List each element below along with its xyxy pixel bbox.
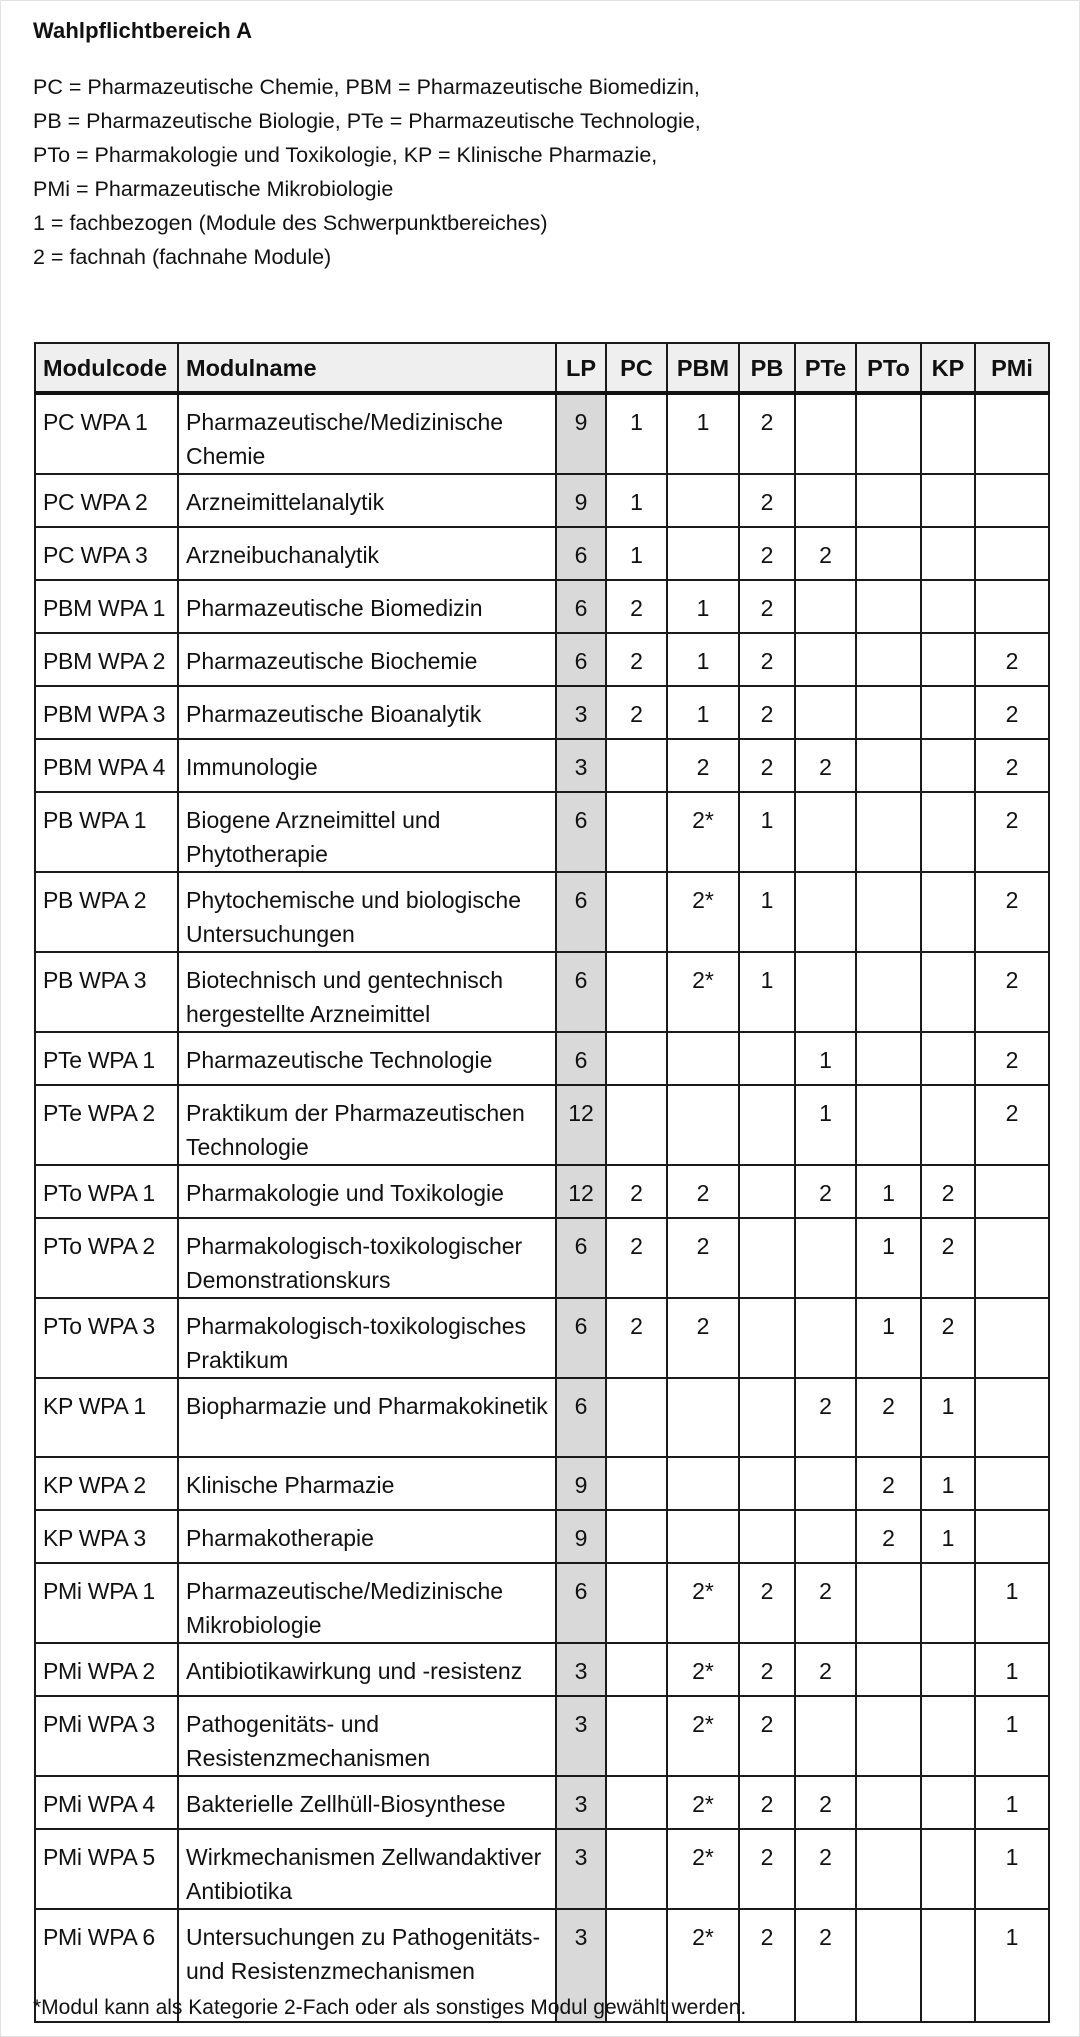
table-body — [35, 393, 1049, 2022]
legend-line: 2 = fachnah (fachnahe Module) — [33, 245, 332, 269]
pto-cell — [856, 1776, 921, 1829]
pte-cell: 2 — [795, 1909, 856, 2022]
pbm-cell: 2* — [667, 1563, 739, 1643]
pb-cell: 2 — [739, 474, 795, 527]
pc-cell — [606, 1378, 667, 1457]
header-modulcode: Modulcode — [35, 343, 178, 393]
pb-cell — [739, 1457, 795, 1510]
pmi-cell — [975, 393, 1049, 474]
pc-cell: 2 — [606, 580, 667, 633]
pmi-cell: 2 — [975, 792, 1049, 872]
module-code-cell: PMi WPA 2 — [35, 1643, 178, 1696]
pto-cell — [856, 686, 921, 739]
pte-cell — [795, 393, 856, 474]
table-row — [35, 872, 1049, 952]
pbm-cell: 2* — [667, 872, 739, 952]
pbm-cell: 2* — [667, 1696, 739, 1776]
pmi-cell: 1 — [975, 1829, 1049, 1909]
pte-cell — [795, 1218, 856, 1298]
legend-line: PMi = Pharmazeutische Mikrobiologie — [33, 177, 394, 201]
pbm-cell: 2* — [667, 1829, 739, 1909]
kp-cell — [921, 393, 975, 474]
module-name-cell: Pharmazeutische/Medizinische Mikrobiologie — [178, 1563, 556, 1643]
legend-line: PB = Pharmazeutische Biologie, PTe = Pharmazeutische Technologie, — [33, 109, 701, 133]
table-row — [35, 527, 1049, 580]
module-name-cell: Bakterielle Zellhüll-Biosynthese — [178, 1776, 556, 1829]
table-row — [35, 952, 1049, 1032]
table-row — [35, 1378, 1049, 1457]
pte-cell: 2 — [795, 1776, 856, 1829]
pto-cell: 2 — [856, 1510, 921, 1563]
pmi-cell: 1 — [975, 1776, 1049, 1829]
module-name-cell: Pharmazeutische Bioanalytik — [178, 686, 556, 739]
pte-cell — [795, 1696, 856, 1776]
lp-cell: 9 — [556, 393, 606, 474]
table-row — [35, 739, 1049, 792]
module-code-cell: PB WPA 1 — [35, 792, 178, 872]
pb-cell: 2 — [739, 393, 795, 474]
kp-cell — [921, 633, 975, 686]
pte-cell — [795, 686, 856, 739]
pmi-cell: 1 — [975, 1643, 1049, 1696]
module-code-cell: PTo WPA 2 — [35, 1218, 178, 1298]
pc-cell: 1 — [606, 527, 667, 580]
kp-cell — [921, 1696, 975, 1776]
pmi-cell — [975, 1457, 1049, 1510]
pte-cell: 2 — [795, 1378, 856, 1457]
pmi-cell: 2 — [975, 686, 1049, 739]
module-name-cell: Pharmazeutische Biomedizin — [178, 580, 556, 633]
module-code-cell: PMi WPA 6 — [35, 1909, 178, 2022]
lp-cell: 12 — [556, 1165, 606, 1218]
pto-cell — [856, 527, 921, 580]
module-code-cell: KP WPA 3 — [35, 1510, 178, 1563]
pto-cell: 2 — [856, 1378, 921, 1457]
pc-cell: 2 — [606, 1165, 667, 1218]
module-name-cell: Biogene Arzneimittel und Phytotherapie — [178, 792, 556, 872]
pte-cell: 2 — [795, 1643, 856, 1696]
header-modulname: Modulname — [178, 343, 556, 393]
module-name-cell: Pharmakotherapie — [178, 1510, 556, 1563]
pte-cell — [795, 1298, 856, 1378]
module-name-cell: Biopharmazie und Pharmakokinetik — [178, 1378, 556, 1457]
pto-cell: 1 — [856, 1298, 921, 1378]
pc-cell — [606, 1696, 667, 1776]
pbm-cell: 1 — [667, 580, 739, 633]
pto-cell — [856, 1696, 921, 1776]
pbm-cell: 2 — [667, 1165, 739, 1218]
pte-cell — [795, 474, 856, 527]
header-lp: LP — [556, 343, 606, 393]
module-name-cell: Pharmazeutische Biochemie — [178, 633, 556, 686]
module-code-cell: PMi WPA 5 — [35, 1829, 178, 1909]
kp-cell — [921, 792, 975, 872]
pbm-cell — [667, 1085, 739, 1165]
pmi-cell: 2 — [975, 739, 1049, 792]
table-row — [35, 1776, 1049, 1829]
module-code-cell: PMi WPA 3 — [35, 1696, 178, 1776]
pbm-cell — [667, 1457, 739, 1510]
header-pmi: PMi — [975, 343, 1049, 393]
module-code-cell: PTo WPA 3 — [35, 1298, 178, 1378]
kp-cell — [921, 1563, 975, 1643]
module-code-cell: KP WPA 2 — [35, 1457, 178, 1510]
pmi-cell — [975, 1510, 1049, 1563]
pte-cell — [795, 952, 856, 1032]
pto-cell — [856, 393, 921, 474]
pmi-cell — [975, 474, 1049, 527]
module-name-cell: Antibiotikawirkung und -resistenz — [178, 1643, 556, 1696]
pte-cell — [795, 792, 856, 872]
pmi-cell — [975, 1218, 1049, 1298]
table-header-row — [35, 343, 1049, 393]
lp-cell: 3 — [556, 1696, 606, 1776]
abbreviation-legend — [33, 70, 701, 274]
pbm-cell — [667, 1032, 739, 1085]
module-code-cell: PMi WPA 1 — [35, 1563, 178, 1643]
pb-cell: 2 — [739, 1643, 795, 1696]
table-row — [35, 1563, 1049, 1643]
module-name-cell: Arzneimittelanalytik — [178, 474, 556, 527]
pto-cell — [856, 580, 921, 633]
pb-cell: 1 — [739, 872, 795, 952]
pte-cell: 1 — [795, 1085, 856, 1165]
pbm-cell — [667, 1378, 739, 1457]
pbm-cell: 2* — [667, 1643, 739, 1696]
pbm-cell: 2* — [667, 1776, 739, 1829]
table-row — [35, 1510, 1049, 1563]
pb-cell — [739, 1378, 795, 1457]
pmi-cell: 1 — [975, 1909, 1049, 2022]
module-name-cell: Immunologie — [178, 739, 556, 792]
pc-cell — [606, 739, 667, 792]
pto-cell — [856, 1563, 921, 1643]
lp-cell: 9 — [556, 1510, 606, 1563]
footnote: *Modul kann als Kategorie 2-Fach oder als sonstiges Modul gewählt werden. — [33, 1996, 747, 2019]
pto-cell — [856, 1643, 921, 1696]
lp-cell: 6 — [556, 952, 606, 1032]
kp-cell — [921, 739, 975, 792]
lp-cell: 3 — [556, 739, 606, 792]
pb-cell: 2 — [739, 1829, 795, 1909]
lp-cell: 6 — [556, 527, 606, 580]
pc-cell — [606, 1643, 667, 1696]
header-pbm: PBM — [667, 343, 739, 393]
module-name-cell: Pharmakologie und Toxikologie — [178, 1165, 556, 1218]
table-row — [35, 633, 1049, 686]
lp-cell: 6 — [556, 1218, 606, 1298]
table-row — [35, 393, 1049, 474]
kp-cell — [921, 686, 975, 739]
header-pte: PTe — [795, 343, 856, 393]
pb-cell: 2 — [739, 739, 795, 792]
module-name-cell: Pharmazeutische Technologie — [178, 1032, 556, 1085]
pto-cell — [856, 792, 921, 872]
pc-cell: 2 — [606, 1298, 667, 1378]
pte-cell — [795, 580, 856, 633]
module-code-cell: PC WPA 3 — [35, 527, 178, 580]
module-name-cell: Praktikum der Pharmazeutischen Technologie — [178, 1085, 556, 1165]
pmi-cell: 1 — [975, 1563, 1049, 1643]
table-row — [35, 686, 1049, 739]
lp-cell: 6 — [556, 1298, 606, 1378]
pb-cell: 1 — [739, 952, 795, 1032]
pmi-cell: 2 — [975, 1032, 1049, 1085]
module-name-cell: Pharmakologisch-toxikologisches Praktikum — [178, 1298, 556, 1378]
pc-cell — [606, 952, 667, 1032]
pbm-cell: 2 — [667, 739, 739, 792]
lp-cell: 9 — [556, 474, 606, 527]
lp-cell: 6 — [556, 1032, 606, 1085]
pmi-cell: 1 — [975, 1696, 1049, 1776]
module-name-cell: Wirkmechanismen Zellwandaktiver Antibiotika — [178, 1829, 556, 1909]
table-row — [35, 792, 1049, 872]
lp-cell: 3 — [556, 1776, 606, 1829]
kp-cell — [921, 527, 975, 580]
kp-cell — [921, 474, 975, 527]
pc-cell: 1 — [606, 393, 667, 474]
kp-cell: 1 — [921, 1378, 975, 1457]
pte-cell: 2 — [795, 739, 856, 792]
pb-cell — [739, 1032, 795, 1085]
kp-cell: 2 — [921, 1298, 975, 1378]
pb-cell: 2 — [739, 633, 795, 686]
pb-cell: 2 — [739, 1563, 795, 1643]
lp-cell: 6 — [556, 633, 606, 686]
lp-cell: 3 — [556, 1643, 606, 1696]
pc-cell — [606, 1776, 667, 1829]
header-pc: PC — [606, 343, 667, 393]
pte-cell — [795, 1510, 856, 1563]
kp-cell: 1 — [921, 1510, 975, 1563]
kp-cell — [921, 1829, 975, 1909]
pbm-cell: 2* — [667, 952, 739, 1032]
table-row — [35, 1298, 1049, 1378]
pto-cell — [856, 952, 921, 1032]
pte-cell — [795, 1457, 856, 1510]
lp-cell: 3 — [556, 1909, 606, 2022]
lp-cell: 6 — [556, 1378, 606, 1457]
module-name-cell: Phytochemische und biologische Untersuchungen — [178, 872, 556, 952]
pbm-cell — [667, 527, 739, 580]
pto-cell — [856, 1909, 921, 2022]
pto-cell — [856, 474, 921, 527]
legend-line: PTo = Pharmakologie und Toxikologie, KP = Klinische Pharmazie, — [33, 143, 658, 167]
table-row — [35, 1218, 1049, 1298]
pc-cell: 2 — [606, 686, 667, 739]
pmi-cell: 2 — [975, 952, 1049, 1032]
module-name-cell: Biotechnisch und gentechnisch hergestellte Arzneimittel — [178, 952, 556, 1032]
pb-cell — [739, 1165, 795, 1218]
pmi-cell — [975, 1378, 1049, 1457]
pto-cell — [856, 1085, 921, 1165]
pc-cell — [606, 1457, 667, 1510]
lp-cell: 3 — [556, 686, 606, 739]
pte-cell — [795, 872, 856, 952]
pc-cell: 2 — [606, 633, 667, 686]
table-row — [35, 1032, 1049, 1085]
pc-cell — [606, 1563, 667, 1643]
pb-cell — [739, 1510, 795, 1563]
pb-cell: 2 — [739, 580, 795, 633]
pb-cell: 1 — [739, 792, 795, 872]
pto-cell: 2 — [856, 1457, 921, 1510]
module-code-cell: PTe WPA 1 — [35, 1032, 178, 1085]
header-pb: PB — [739, 343, 795, 393]
pb-cell: 2 — [739, 1909, 795, 2022]
module-name-cell: Untersuchungen zu Pathogenitäts- und Resistenzmechanismen — [178, 1909, 556, 2022]
pbm-cell: 1 — [667, 633, 739, 686]
module-code-cell: PBM WPA 1 — [35, 580, 178, 633]
module-code-cell: PBM WPA 4 — [35, 739, 178, 792]
pmi-cell — [975, 1298, 1049, 1378]
pc-cell — [606, 792, 667, 872]
table-row — [35, 1829, 1049, 1909]
pb-cell — [739, 1298, 795, 1378]
pc-cell — [606, 1032, 667, 1085]
module-name-cell: Pharmakologisch-toxikologischer Demonstrationskurs — [178, 1218, 556, 1298]
module-code-cell: PB WPA 3 — [35, 952, 178, 1032]
pbm-cell: 2* — [667, 792, 739, 872]
pmi-cell: 2 — [975, 1085, 1049, 1165]
pmi-cell: 2 — [975, 633, 1049, 686]
kp-cell: 2 — [921, 1165, 975, 1218]
kp-cell — [921, 1643, 975, 1696]
table-row — [35, 474, 1049, 527]
pte-cell — [795, 633, 856, 686]
pto-cell — [856, 633, 921, 686]
kp-cell — [921, 1909, 975, 2022]
pte-cell: 2 — [795, 1829, 856, 1909]
pbm-cell — [667, 474, 739, 527]
kp-cell: 1 — [921, 1457, 975, 1510]
pb-cell: 2 — [739, 1696, 795, 1776]
module-code-cell: PMi WPA 4 — [35, 1776, 178, 1829]
pb-cell — [739, 1218, 795, 1298]
module-code-cell: PC WPA 1 — [35, 393, 178, 474]
pto-cell — [856, 1032, 921, 1085]
lp-cell: 6 — [556, 872, 606, 952]
kp-cell — [921, 1085, 975, 1165]
pte-cell: 2 — [795, 1165, 856, 1218]
module-name-cell: Arzneibuchanalytik — [178, 527, 556, 580]
pc-cell — [606, 1085, 667, 1165]
table-row — [35, 1643, 1049, 1696]
legend-line: PC = Pharmazeutische Chemie, PBM = Pharmazeutische Biomedizin, — [33, 75, 700, 99]
pto-cell: 1 — [856, 1218, 921, 1298]
module-name-cell: Klinische Pharmazie — [178, 1457, 556, 1510]
pb-cell: 2 — [739, 686, 795, 739]
table-row — [35, 1165, 1049, 1218]
module-code-cell: PTo WPA 1 — [35, 1165, 178, 1218]
pto-cell — [856, 739, 921, 792]
module-code-cell: PBM WPA 2 — [35, 633, 178, 686]
pto-cell: 1 — [856, 1165, 921, 1218]
pc-cell — [606, 1510, 667, 1563]
pbm-cell: 1 — [667, 686, 739, 739]
lp-cell: 6 — [556, 580, 606, 633]
module-code-cell: PTe WPA 2 — [35, 1085, 178, 1165]
pbm-cell: 2 — [667, 1298, 739, 1378]
pbm-cell: 2* — [667, 1909, 739, 2022]
module-code-cell: PBM WPA 3 — [35, 686, 178, 739]
page-title: Wahlpflichtbereich A — [33, 18, 253, 43]
kp-cell — [921, 872, 975, 952]
pbm-cell — [667, 1510, 739, 1563]
kp-cell — [921, 1776, 975, 1829]
lp-cell: 12 — [556, 1085, 606, 1165]
table-row — [35, 1085, 1049, 1165]
table-row — [35, 1457, 1049, 1510]
header-pto: PTo — [856, 343, 921, 393]
pmi-cell — [975, 527, 1049, 580]
lp-cell: 3 — [556, 1829, 606, 1909]
pte-cell: 2 — [795, 1563, 856, 1643]
module-name-cell: Pathogenitäts- und Resistenzmechanismen — [178, 1696, 556, 1776]
pbm-cell: 1 — [667, 393, 739, 474]
module-code-cell: PB WPA 2 — [35, 872, 178, 952]
pc-cell: 2 — [606, 1218, 667, 1298]
lp-cell: 6 — [556, 1563, 606, 1643]
legend-line: 1 = fachbezogen (Module des Schwerpunktbereiches) — [33, 211, 548, 235]
pte-cell: 1 — [795, 1032, 856, 1085]
module-name-cell: Pharmazeutische/Medizinische Chemie — [178, 393, 556, 474]
pmi-cell: 2 — [975, 872, 1049, 952]
lp-cell: 9 — [556, 1457, 606, 1510]
pmi-cell — [975, 580, 1049, 633]
pmi-cell — [975, 1165, 1049, 1218]
pb-cell: 2 — [739, 1776, 795, 1829]
pte-cell: 2 — [795, 527, 856, 580]
pbm-cell: 2 — [667, 1218, 739, 1298]
kp-cell — [921, 952, 975, 1032]
kp-cell — [921, 580, 975, 633]
module-table — [34, 342, 1050, 2023]
kp-cell — [921, 1032, 975, 1085]
pc-cell — [606, 872, 667, 952]
module-code-cell: PC WPA 2 — [35, 474, 178, 527]
module-code-cell: KP WPA 1 — [35, 1378, 178, 1457]
table-row — [35, 580, 1049, 633]
pto-cell — [856, 1829, 921, 1909]
pc-cell — [606, 1829, 667, 1909]
table-row — [35, 1696, 1049, 1776]
pto-cell — [856, 872, 921, 952]
pc-cell: 1 — [606, 474, 667, 527]
pb-cell: 2 — [739, 527, 795, 580]
lp-cell: 6 — [556, 792, 606, 872]
kp-cell: 2 — [921, 1218, 975, 1298]
header-kp: KP — [921, 343, 975, 393]
pb-cell — [739, 1085, 795, 1165]
